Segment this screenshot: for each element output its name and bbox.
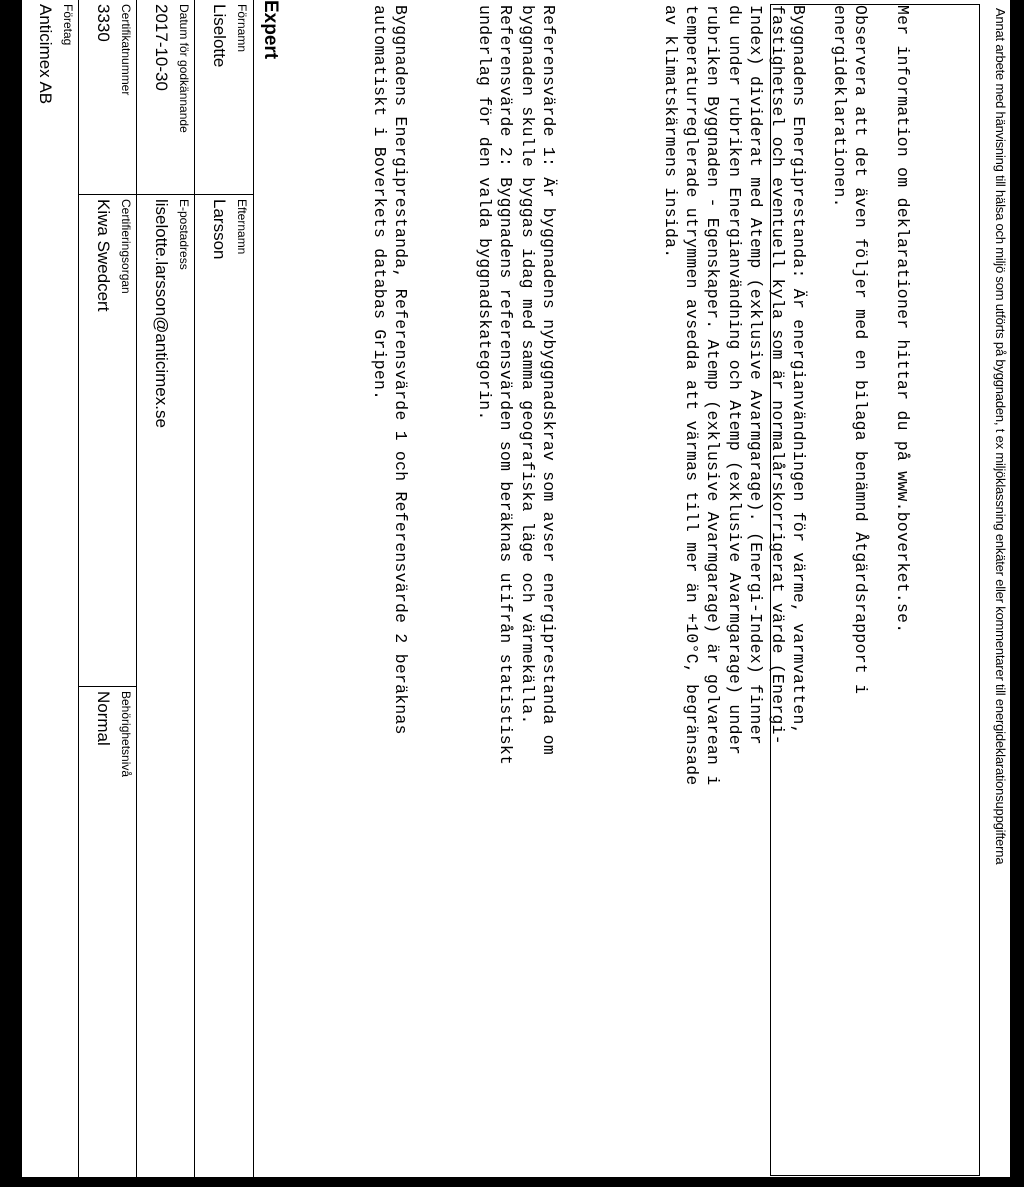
information-text-box bbox=[369, 4, 980, 1176]
paragraph-gripen-database bbox=[368, 5, 411, 735]
certificate-number-cell bbox=[79, 0, 137, 194]
first-name-value: Liselotte bbox=[210, 4, 229, 68]
text-line: Byggnadens Energiprestanda, Referensvärde 1 och Referensvärde 2 beräknas bbox=[391, 5, 410, 735]
approval-date-value: 2017-10-30 bbox=[152, 4, 171, 91]
approval-date-label: Datum för godkännande bbox=[177, 4, 191, 133]
certificate-number-label: Certifikatnummer bbox=[119, 4, 133, 96]
paragraph-more-info bbox=[892, 5, 913, 633]
last-name-cell bbox=[195, 194, 253, 1187]
text-line: Index) dividerat med Atemp (exklusive Avarmgarage). (Energi-Index) finner bbox=[746, 5, 766, 745]
last-name-label: Efternamn bbox=[235, 199, 249, 255]
expert-section-title: Expert bbox=[260, 0, 281, 60]
text-line: av klimatskärmens insida. bbox=[660, 5, 680, 259]
paragraph-attachment-note bbox=[828, 5, 871, 694]
text-line: automatiskt i Boverkets databas Gripen. bbox=[369, 5, 389, 401]
paragraph-energy-performance bbox=[659, 5, 809, 785]
text-line: Observera att det även följer med en bilaga benämnd Åtgärdsrapport i bbox=[851, 5, 870, 695]
email-cell bbox=[137, 194, 195, 1187]
authorization-level-cell bbox=[79, 686, 137, 1187]
text-line: byggnaden skulle byggas idag med samma geografiska läge och värmekälla. bbox=[517, 5, 537, 725]
company-cell bbox=[21, 0, 79, 1187]
first-name-cell bbox=[195, 0, 253, 194]
certificate-number-value: 3330 bbox=[94, 4, 113, 42]
text-line: rubriken Byggnaden - Egenskaper. Atemp (exklusive Avarmgarage) är golvarean i bbox=[703, 5, 723, 786]
authorization-level-value: Normal bbox=[94, 691, 113, 746]
paragraph-reference-values bbox=[473, 5, 559, 765]
email-label: E-postadress bbox=[177, 199, 191, 270]
text-line: Referensvärde 2: Byggnadens referensvärden som beräknas utifrån statistiskt bbox=[496, 5, 516, 766]
expert-row-name bbox=[194, 0, 253, 1187]
certification-body-value: Kiwa Swedcert bbox=[94, 199, 113, 312]
page-edge-bar-bottom bbox=[0, 0, 22, 1187]
text-line: Byggnadens Energiprestanda: Är energianvändningen för värme, varmvatten, bbox=[789, 5, 808, 735]
text-line: underlag för den valda byggnadskategorin. bbox=[474, 5, 494, 421]
other-work-heading: Annat arbete med hänvisning till hälsa och miljö som utförts på byggnaden, t ex miljöklassning enkäter eller kommentarer till energideklarationsuppgifterna bbox=[993, 8, 1008, 865]
first-name-label: Förnamn bbox=[235, 4, 249, 53]
text-line: du under rubriken Energianvändning och Atemp (exklusive Avarmgarage) under bbox=[724, 5, 744, 756]
certification-body-cell bbox=[79, 194, 137, 686]
text-line: Referensvärde 1: Är byggnadens nybyggnadskrav som avser energiprestanda om bbox=[539, 5, 558, 756]
text-line: fastighetsel och eventuell kyla som är normalårskorrigerat värde (Energi- bbox=[767, 5, 787, 745]
text-line: Mer information om deklarationer hittar du på www.boverket.se. bbox=[893, 5, 912, 634]
authorization-level-label: Behörighetsnivå bbox=[119, 691, 133, 778]
expert-row-certificate bbox=[78, 0, 137, 1187]
company-label: Företag bbox=[61, 4, 75, 46]
approval-date-cell bbox=[137, 0, 195, 194]
email-value: liselotte.larsson@anticimex.se bbox=[152, 199, 171, 428]
expert-row-company bbox=[21, 0, 79, 1187]
certification-body-label: Certifieringsorgan bbox=[119, 199, 133, 294]
expert-row-date-email bbox=[136, 0, 195, 1187]
text-line: energideklarationen. bbox=[829, 5, 849, 208]
text-line: temperaturreglerade utrymmen avsedda att värmas till mer än +10°C, begränsade bbox=[681, 5, 701, 786]
page-edge-bar-top bbox=[1010, 0, 1024, 1187]
expert-details-table bbox=[20, 0, 254, 1187]
company-value: Anticimex AB bbox=[36, 4, 55, 105]
last-name-value: Larsson bbox=[210, 199, 229, 260]
